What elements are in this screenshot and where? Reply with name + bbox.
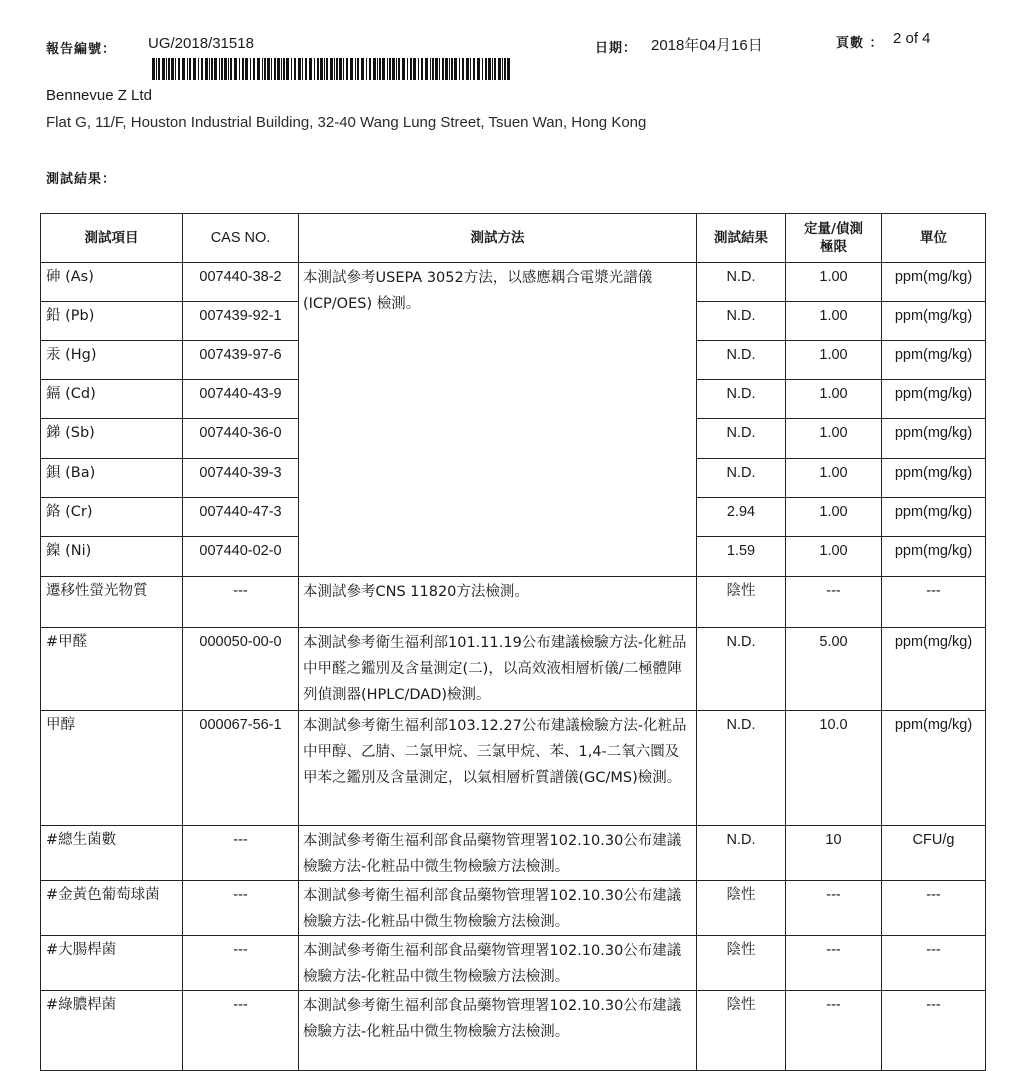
- test-item: 鎘 (Cd): [41, 380, 183, 419]
- unit: ---: [882, 991, 986, 1071]
- unit: ppm(mg/kg): [882, 711, 986, 826]
- table-row: [41, 711, 986, 826]
- page-label: 頁數 ：: [836, 36, 884, 51]
- detection-limit: 5.00: [786, 628, 882, 711]
- unit: ppm(mg/kg): [882, 537, 986, 577]
- cas-number: 007440-36-0: [183, 419, 299, 459]
- cas-number: 000067-56-1: [183, 711, 299, 826]
- cas-number: 007439-92-1: [183, 302, 299, 341]
- test-item: 砷 (As): [41, 263, 183, 302]
- cas-number: ---: [183, 881, 299, 936]
- test-method: 本測試參考衛生福利部103.12.27公布建議檢驗方法-化粧品中甲醇、乙腈、二氯甲烷、三氯甲烷、苯、1,4-二氧六圜及甲苯之鑑別及含量測定，以氣相層析質譜儀(GC/MS)檢測。: [299, 711, 697, 826]
- results-body: [41, 263, 986, 1071]
- test-result: 陰性: [697, 881, 786, 936]
- test-method: 本測試參考衛生福利部食品藥物管理署102.10.30公布建議檢驗方法-化粧品中微生物檢驗方法檢測。: [299, 881, 697, 936]
- test-result: N.D.: [697, 380, 786, 419]
- cas-number: 000050-00-0: [183, 628, 299, 711]
- report-number-label: 報告編號：: [46, 42, 117, 57]
- company-name: Bennevue Z Ltd: [46, 87, 152, 104]
- table-row: [41, 263, 986, 302]
- detection-limit: ---: [786, 881, 882, 936]
- unit: ppm(mg/kg): [882, 628, 986, 711]
- test-item: #大腸桿菌: [41, 936, 183, 991]
- test-result: 陰性: [697, 577, 786, 628]
- detection-limit: 1.00: [786, 537, 882, 577]
- detection-limit: 1.00: [786, 263, 882, 302]
- test-result: N.D.: [697, 263, 786, 302]
- detection-limit: 10.0: [786, 711, 882, 826]
- test-result: N.D.: [697, 419, 786, 459]
- detection-limit: 10: [786, 826, 882, 881]
- cas-number: ---: [183, 826, 299, 881]
- detection-limit: 1.00: [786, 341, 882, 380]
- column-header-cas: CAS NO.: [183, 214, 299, 263]
- column-header-result: 測試結果: [697, 214, 786, 263]
- detection-limit: 1.00: [786, 419, 882, 459]
- table-row: [41, 991, 986, 1071]
- column-header-limit-line1: 定量/偵測: [804, 221, 863, 237]
- table-row: [41, 826, 986, 881]
- test-item: 鉻 (Cr): [41, 498, 183, 537]
- table-row: [41, 936, 986, 991]
- table-row: [41, 577, 986, 628]
- unit: ppm(mg/kg): [882, 419, 986, 459]
- unit: ppm(mg/kg): [882, 459, 986, 498]
- test-item: 鎳 (Ni): [41, 537, 183, 577]
- cas-number: ---: [183, 991, 299, 1071]
- test-result: 2.94: [697, 498, 786, 537]
- cas-number: 007440-38-2: [183, 263, 299, 302]
- test-method: 本測試參考衛生福利部食品藥物管理署102.10.30公布建議檢驗方法-化粧品中微生物檢驗方法檢測。: [299, 991, 697, 1071]
- date-label: 日期：: [595, 41, 638, 56]
- test-result: N.D.: [697, 711, 786, 826]
- detection-limit: 1.00: [786, 302, 882, 341]
- test-item: #總生菌數: [41, 826, 183, 881]
- detection-limit: ---: [786, 577, 882, 628]
- test-method: 本測試參考USEPA 3052方法，以感應耦合電漿光譜儀(ICP/OES) 檢測。: [299, 263, 697, 577]
- test-item: 鉛 (Pb): [41, 302, 183, 341]
- results-table: [40, 213, 986, 1071]
- unit: ---: [882, 936, 986, 991]
- test-method: 本測試參考衛生福利部食品藥物管理署102.10.30公布建議檢驗方法-化粧品中微生物檢驗方法檢測。: [299, 936, 697, 991]
- report-number: UG/2018/31518: [148, 35, 254, 52]
- results-heading: 測試結果：: [46, 172, 117, 187]
- test-result: N.D.: [697, 341, 786, 380]
- detection-limit: ---: [786, 991, 882, 1071]
- test-item: 甲醇: [41, 711, 183, 826]
- detection-limit: 1.00: [786, 498, 882, 537]
- test-item: 汞 (Hg): [41, 341, 183, 380]
- unit: ppm(mg/kg): [882, 302, 986, 341]
- unit: CFU/g: [882, 826, 986, 881]
- table-header-row: [41, 214, 986, 263]
- test-result: N.D.: [697, 459, 786, 498]
- test-item: 鋇 (Ba): [41, 459, 183, 498]
- test-result: N.D.: [697, 302, 786, 341]
- test-item: #金黃色葡萄球菌: [41, 881, 183, 936]
- company-address: Flat G, 11/F, Houston Industrial Building, 32-40 Wang Lung Street, Tsuen Wan, Hong Kong: [46, 114, 647, 131]
- table-row: [41, 628, 986, 711]
- column-header-unit: 單位: [882, 214, 986, 263]
- detection-limit: 1.00: [786, 459, 882, 498]
- column-header-item: 測試項目: [41, 214, 183, 263]
- cas-number: 007440-02-0: [183, 537, 299, 577]
- test-method: 本測試參考衛生福利部101.11.19公布建議檢驗方法-化粧品中甲醛之鑑別及含量測定(二)，以高效液相層析儀/二極體陣列偵測器(HPLC/DAD)檢測。: [299, 628, 697, 711]
- cas-number: 007439-97-6: [183, 341, 299, 380]
- detection-limit: ---: [786, 936, 882, 991]
- column-header-method: 測試方法: [299, 214, 697, 263]
- barcode: [152, 58, 512, 80]
- page-number: 2 of 4: [893, 30, 931, 47]
- test-item: #綠膿桿菌: [41, 991, 183, 1071]
- column-header-limit: [786, 214, 882, 263]
- test-item: 遷移性螢光物質: [41, 577, 183, 628]
- test-result: 陰性: [697, 936, 786, 991]
- test-result: N.D.: [697, 826, 786, 881]
- unit: ppm(mg/kg): [882, 380, 986, 419]
- unit: ppm(mg/kg): [882, 341, 986, 380]
- cas-number: ---: [183, 577, 299, 628]
- test-item: 銻 (Sb): [41, 419, 183, 459]
- unit: ---: [882, 881, 986, 936]
- test-result: 陰性: [697, 991, 786, 1071]
- cas-number: 007440-39-3: [183, 459, 299, 498]
- test-method: 本測試參考CNS 11820方法檢測。: [299, 577, 697, 628]
- test-result: 1.59: [697, 537, 786, 577]
- cas-number: 007440-43-9: [183, 380, 299, 419]
- test-result: N.D.: [697, 628, 786, 711]
- detection-limit: 1.00: [786, 380, 882, 419]
- table-row: [41, 881, 986, 936]
- cas-number: ---: [183, 936, 299, 991]
- unit: ppm(mg/kg): [882, 263, 986, 302]
- unit: ---: [882, 577, 986, 628]
- column-header-limit-line2: 極限: [820, 239, 847, 255]
- test-method: 本測試參考衛生福利部食品藥物管理署102.10.30公布建議檢驗方法-化粧品中微生物檢驗方法檢測。: [299, 826, 697, 881]
- cas-number: 007440-47-3: [183, 498, 299, 537]
- report-date: 2018年04月16日: [651, 37, 763, 54]
- unit: ppm(mg/kg): [882, 498, 986, 537]
- test-item: #甲醛: [41, 628, 183, 711]
